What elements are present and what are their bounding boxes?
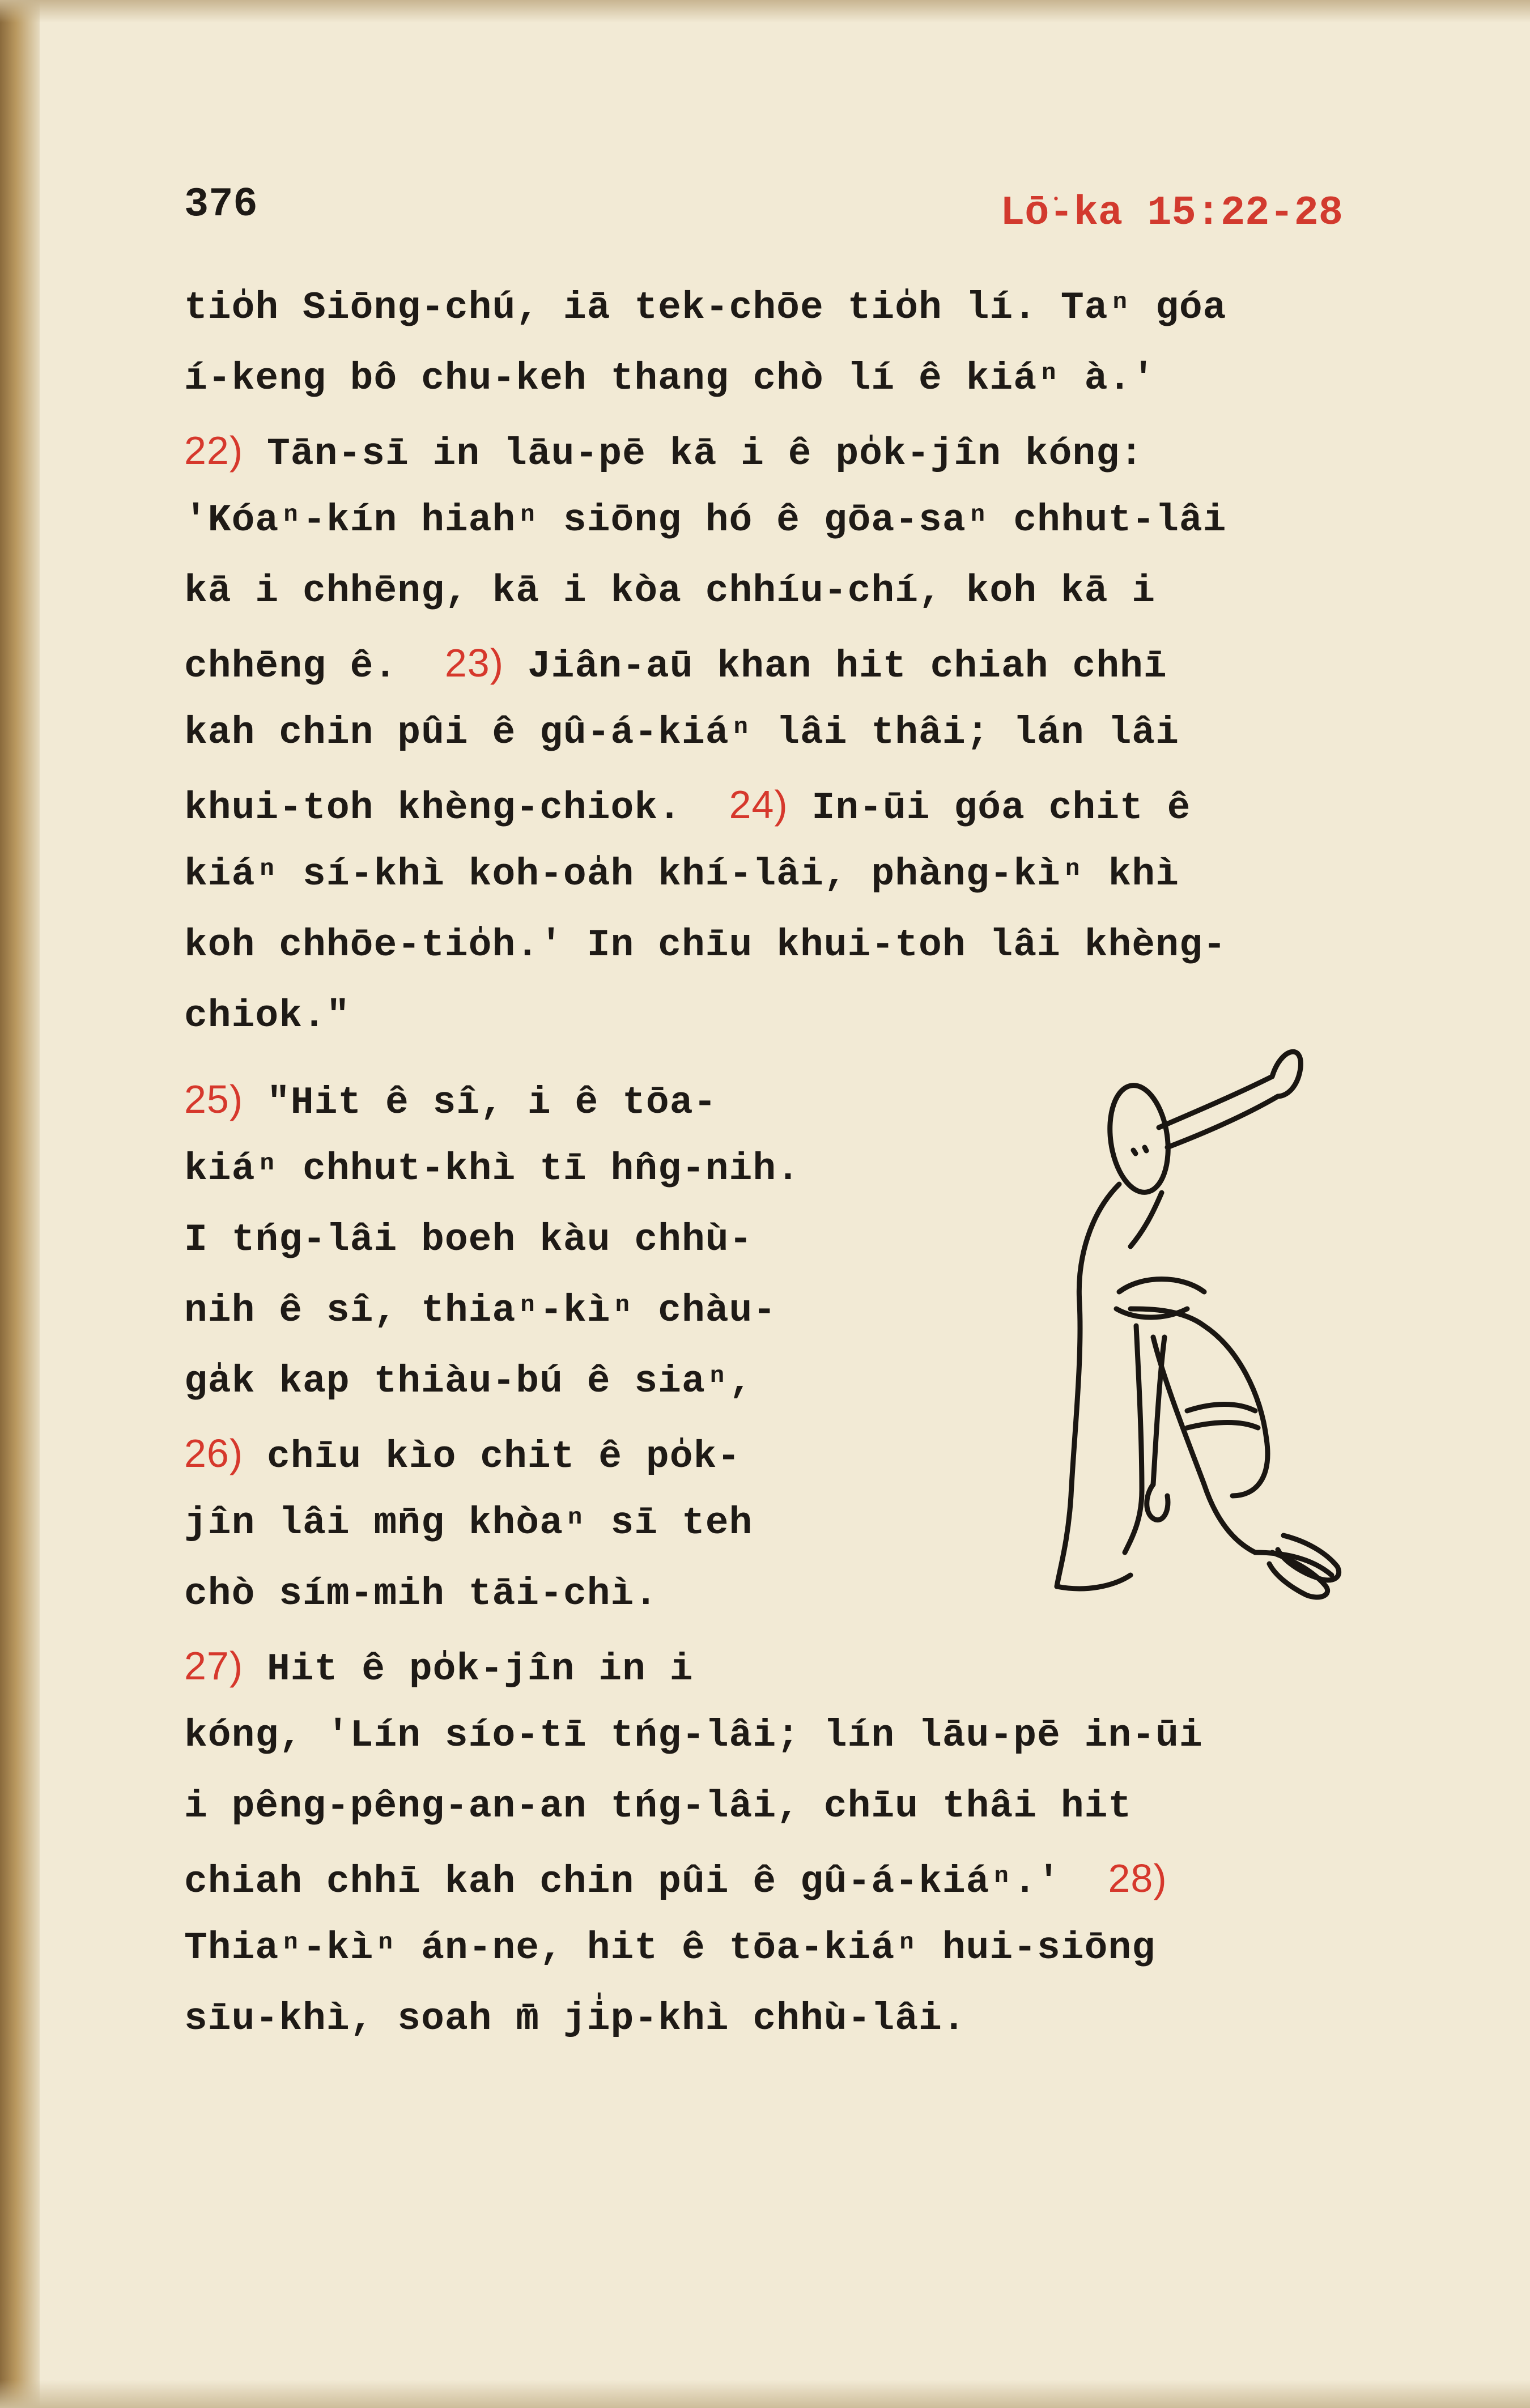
text-line	[184, 1360, 753, 1403]
verse-number: 27)	[184, 1644, 244, 1688]
book-binding-edge	[0, 0, 40, 2408]
text-line	[184, 1147, 800, 1191]
line-text: kóng, 'Lín sío-tī tńg-lâi; lín lāu-pē in-ūi	[184, 1714, 1203, 1758]
line-text: chiok."	[184, 994, 350, 1038]
text-line	[184, 357, 1155, 401]
line-text: jîn lâi mn̄g khòaⁿ sī teh	[184, 1501, 753, 1545]
text-line	[184, 711, 1179, 755]
line-text: kā i chhēng, kā i kòa chhíu-chí, koh kā i	[184, 569, 1156, 613]
line-text: i pêng-pêng-an-an tńg-lâi, chīu thâi hit	[184, 1785, 1132, 1828]
line-text: I tńg-lâi boeh kàu chhù-	[184, 1218, 753, 1262]
text-line	[184, 1501, 753, 1545]
line-text: khui-toh khèng-chiok.	[184, 786, 729, 830]
line-text: 'Kóaⁿ-kín hiahⁿ siōng hó ê gōa-saⁿ chhut-lâi	[184, 499, 1227, 542]
line-text: chiah chhī kah chin pûi ê gû-á-kiáⁿ.'	[184, 1860, 1108, 1904]
text-line	[184, 640, 1167, 688]
line-text: "Hit ê sî, i ê tōa-	[243, 1081, 717, 1125]
text-line	[184, 924, 1227, 967]
line-text: koh chhōe-tio̍h.' In chīu khui-toh lâi khèng-	[184, 924, 1227, 967]
verse-number: 25)	[184, 1077, 244, 1121]
text-line	[184, 1856, 1167, 1904]
text-line	[184, 1572, 658, 1616]
text-line	[184, 1785, 1132, 1828]
text-line	[184, 782, 1191, 830]
line-text: nih ê sî, thiaⁿ-kìⁿ chàu-	[184, 1289, 777, 1333]
text-line	[184, 1997, 966, 2041]
text-line	[184, 853, 1179, 896]
text-line	[184, 499, 1227, 542]
text-line	[184, 1714, 1203, 1758]
line-text: Hit ê po̍k-jîn in i	[243, 1648, 694, 1691]
verse-number: 24)	[729, 782, 788, 827]
line-text: kiáⁿ sí-khì koh-oa̍h khí-lâi, phàng-kìⁿ khì	[184, 853, 1179, 896]
line-text: Tān-sī in lāu-pē kā i ê po̍k-jîn kóng:	[243, 432, 1144, 476]
line-text: chò sím-mih tāi-chì.	[184, 1572, 658, 1616]
text-line	[184, 1218, 753, 1262]
verse-number: 22)	[184, 428, 244, 473]
text-line	[184, 1643, 694, 1691]
text-line	[184, 1077, 717, 1125]
line-text: Thiaⁿ-kìⁿ án-ne, hit ê tōa-kiáⁿ hui-siōng	[184, 1926, 1156, 1970]
kneeling-son-embraced-by-father-icon	[1017, 1043, 1368, 1620]
text-line	[184, 1289, 776, 1333]
line-text: Jiân-aū khan hit chiah chhī	[504, 645, 1167, 688]
line-text: tio̍h Siōng-chú, iā tek-chōe tio̍h lí. Taⁿ góa	[184, 286, 1227, 330]
line-text: ga̍k kap thiàu-bú ê siaⁿ,	[184, 1360, 753, 1403]
verse-number: 23)	[444, 641, 504, 685]
line-text: kiáⁿ chhut-khì tī hn̂g-nih.	[184, 1147, 800, 1191]
line-text: kah chin pûi ê gû-á-kiáⁿ lâi thâi; lán lâi	[184, 711, 1179, 755]
text-line	[184, 1926, 1155, 1970]
page-number: 376	[184, 181, 258, 228]
text-line	[184, 428, 1144, 476]
line-text: í-keng bô chu-keh thang chò lí ê kiáⁿ à.'	[184, 357, 1156, 401]
line-text: sīu-khì, soah m̄ ji̍p-khì chhù-lâi.	[184, 1997, 966, 2041]
verse-number: 26)	[184, 1431, 244, 1475]
text-line	[184, 569, 1155, 613]
verse-number: 28)	[1108, 1856, 1167, 1900]
page-top-edge	[0, 0, 1530, 23]
line-text: In-ūi góa chit ê	[788, 786, 1191, 830]
running-head: Lō͘-ka 15:22-28	[1000, 190, 1343, 236]
text-line	[184, 994, 350, 1038]
text-line	[184, 1431, 741, 1479]
text-line	[184, 286, 1227, 330]
line-text: chhēng ê.	[184, 645, 445, 688]
page-bottom-edge	[0, 2380, 1530, 2408]
line-text: chīu kìo chit ê po̍k-	[243, 1435, 741, 1479]
